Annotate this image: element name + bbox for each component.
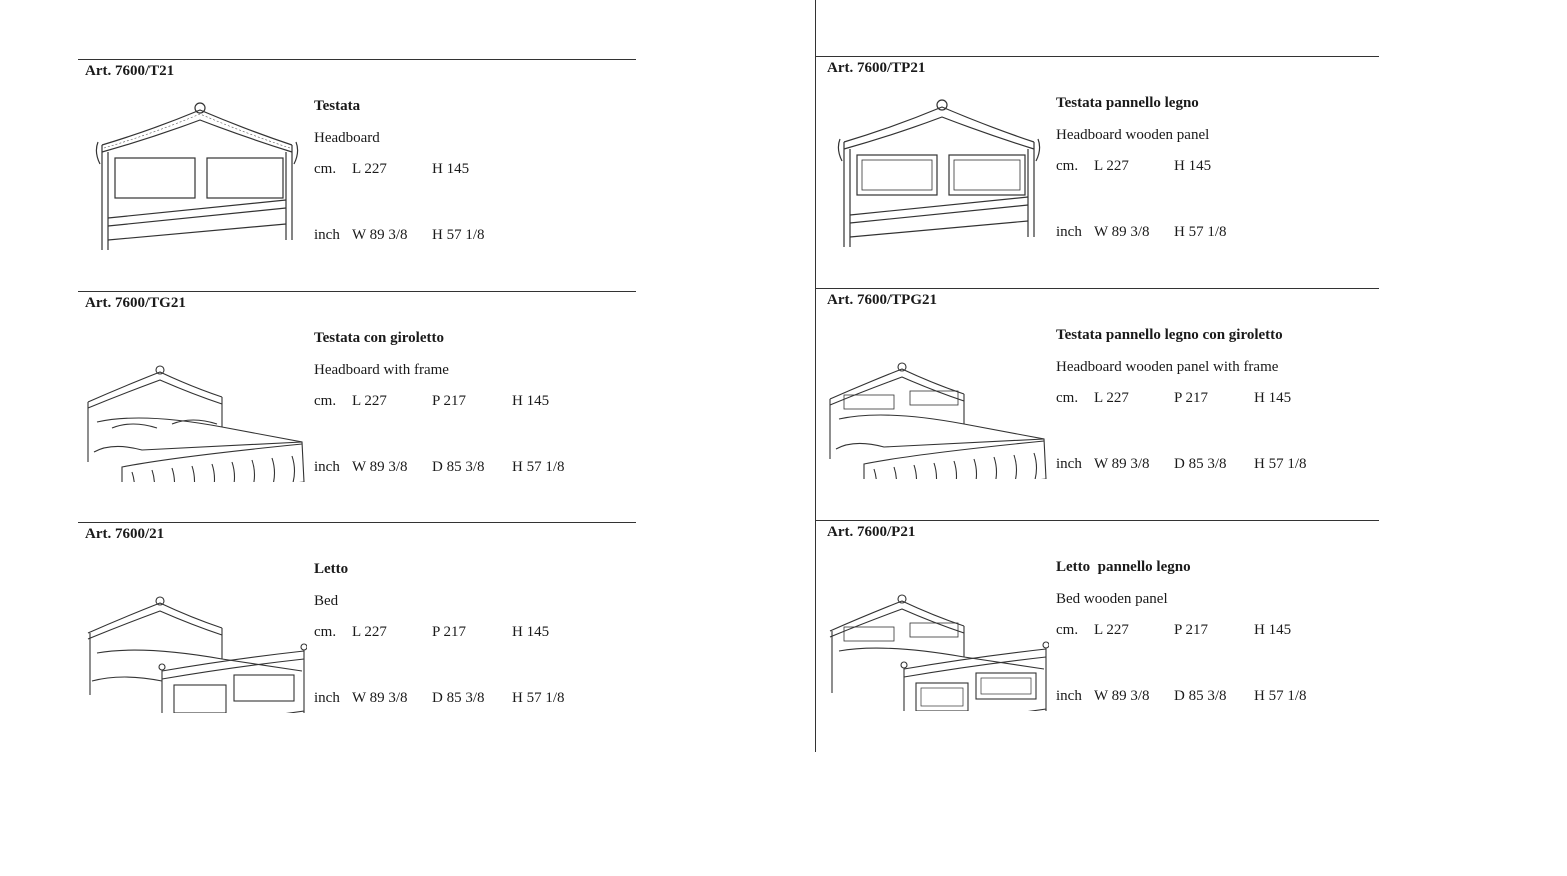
dim-value: H 57 1/8 <box>1174 224 1227 240</box>
unit-label: inch <box>314 227 340 243</box>
article-code: Art. 7600/TPG21 <box>827 292 937 308</box>
bed-drawing <box>82 563 307 713</box>
unit-label: inch <box>314 690 340 706</box>
cm-dimensions <box>314 624 592 644</box>
headboard-drawing <box>82 100 307 250</box>
cm-dimensions <box>314 393 592 413</box>
english-name: Headboard <box>314 130 380 146</box>
dim-value: L 227 <box>1094 390 1129 406</box>
dim-value: W 89 3/8 <box>352 690 408 706</box>
inch-dimensions <box>1056 224 1254 244</box>
cm-dimensions <box>1056 158 1254 178</box>
dim-value: H 57 1/8 <box>432 227 485 243</box>
dim-value: H 145 <box>1174 158 1212 174</box>
product-entry-21 <box>78 522 636 754</box>
dim-value: H 145 <box>512 624 550 640</box>
unit-label: cm. <box>314 624 337 640</box>
product-info <box>314 561 592 710</box>
dim-value: L 227 <box>352 393 387 409</box>
unit-label: cm. <box>314 161 337 177</box>
unit-label: inch <box>1056 456 1082 472</box>
dim-value: L 227 <box>352 161 387 177</box>
dim-value: H 57 1/8 <box>1254 456 1307 472</box>
cm-dimensions <box>1056 390 1334 410</box>
dim-value: W 89 3/8 <box>1094 456 1150 472</box>
article-code: Art. 7600/21 <box>85 526 165 542</box>
headboard-wooden-panel-frame-drawing <box>824 329 1049 479</box>
unit-label: cm. <box>1056 158 1079 174</box>
dim-value: D 85 3/8 <box>1174 456 1227 472</box>
dim-value: W 89 3/8 <box>1094 224 1150 240</box>
product-entry-tpg21 <box>816 288 1379 520</box>
dim-value: H 145 <box>1254 622 1292 638</box>
english-name: Bed <box>314 593 339 609</box>
unit-label: cm. <box>1056 622 1079 638</box>
dim-value: H 57 1/8 <box>1254 688 1307 704</box>
dim-value: L 227 <box>1094 622 1129 638</box>
article-code: Art. 7600/T21 <box>85 63 175 79</box>
headboard-with-frame-drawing <box>82 332 307 482</box>
dim-value: H 57 1/8 <box>512 690 565 706</box>
headboard-wooden-panel-drawing <box>824 97 1049 247</box>
unit-label: inch <box>1056 224 1082 240</box>
italian-name: Letto <box>314 561 349 577</box>
bed-wooden-panel-drawing <box>824 561 1049 711</box>
italian-name: Letto pannello legno <box>1056 559 1191 575</box>
unit-label: inch <box>314 459 340 475</box>
dim-value: D 85 3/8 <box>432 690 485 706</box>
dim-value: W 89 3/8 <box>1094 688 1150 704</box>
dim-value: D 85 3/8 <box>1174 688 1227 704</box>
cm-dimensions <box>1056 622 1334 642</box>
italian-name: Testata pannello legno con giroletto <box>1056 327 1283 343</box>
dim-value: P 217 <box>1174 622 1209 638</box>
dim-value: H 145 <box>432 161 470 177</box>
cm-dimensions <box>314 161 512 181</box>
inch-dimensions <box>1056 688 1334 708</box>
product-entry-tg21 <box>78 291 636 523</box>
dim-value: W 89 3/8 <box>352 227 408 243</box>
english-name: Headboard wooden panel <box>1056 127 1210 143</box>
product-info <box>314 330 592 479</box>
italian-name: Testata con giroletto <box>314 330 444 346</box>
inch-dimensions <box>314 690 592 710</box>
inch-dimensions <box>314 459 592 479</box>
unit-label: cm. <box>1056 390 1079 406</box>
italian-name: Testata <box>314 98 361 114</box>
dim-value: P 217 <box>432 393 467 409</box>
unit-label: inch <box>1056 688 1082 704</box>
italian-name: Testata pannello legno <box>1056 95 1199 111</box>
dim-value: P 217 <box>432 624 467 640</box>
product-entry-tp21 <box>816 56 1379 288</box>
dim-value: H 57 1/8 <box>512 459 565 475</box>
dim-value: W 89 3/8 <box>352 459 408 475</box>
dim-value: L 227 <box>1094 158 1129 174</box>
product-info <box>314 98 512 247</box>
dim-value: D 85 3/8 <box>432 459 485 475</box>
article-code: Art. 7600/TG21 <box>85 295 186 311</box>
dim-value: L 227 <box>352 624 387 640</box>
unit-label: cm. <box>314 393 337 409</box>
english-name: Headboard with frame <box>314 362 449 378</box>
product-entry-p21 <box>816 520 1379 752</box>
product-info <box>1056 327 1334 476</box>
article-code: Art. 7600/P21 <box>827 524 916 540</box>
product-info <box>1056 95 1254 244</box>
english-name: Headboard wooden panel with frame <box>1056 359 1279 375</box>
product-info <box>1056 559 1334 708</box>
dim-value: P 217 <box>1174 390 1209 406</box>
english-name: Bed wooden panel <box>1056 591 1168 607</box>
right-column <box>815 0 1379 752</box>
inch-dimensions <box>314 227 512 247</box>
inch-dimensions <box>1056 456 1334 476</box>
article-code: Art. 7600/TP21 <box>827 60 926 76</box>
dim-value: H 145 <box>1254 390 1292 406</box>
dim-value: H 145 <box>512 393 550 409</box>
product-entry-t21 <box>78 59 636 291</box>
